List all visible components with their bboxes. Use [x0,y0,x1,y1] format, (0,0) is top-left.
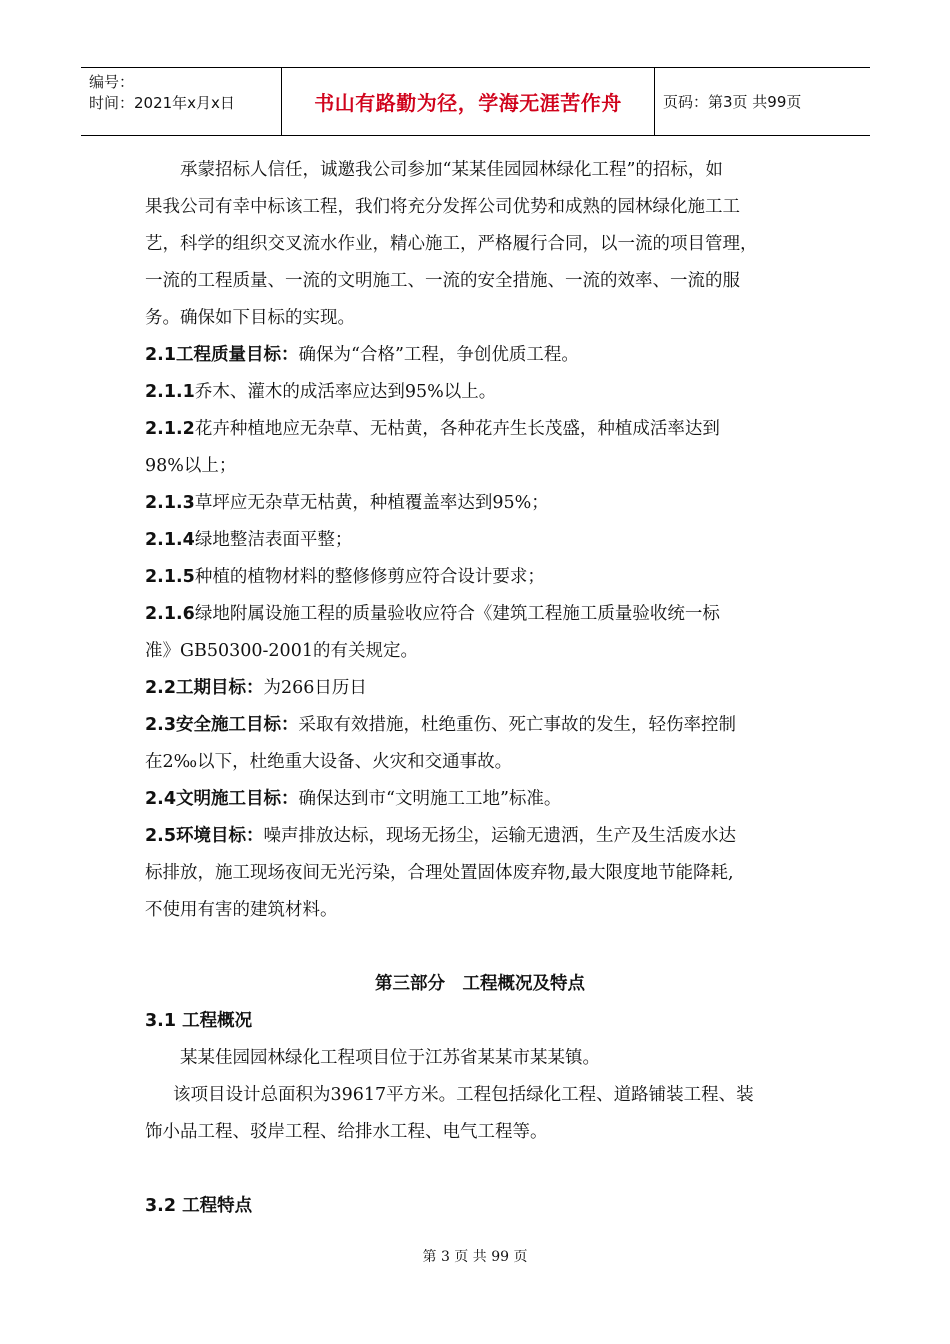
goal-text: 噪声排放达标，现场无扬尘，运输无遗洒，生产及生活废水达 [263,826,737,846]
page-footer: 第 3 页 共 99 页 [422,1249,528,1265]
section-3-1-para-2-cont: 饰小品工程、驳岸工程、给排水工程、电气工程等。 [145,1122,548,1142]
goal-label: 2.1.2 [145,419,195,439]
goal-label: 2.4文明施工目标： [145,789,299,809]
goal-text: 确保为“合格”工程，争创优质工程。 [298,345,579,365]
intro-line-4: 一流的工程质量、一流的文明施工、一流的安全措施、一流的效率、一流的服 [145,271,740,291]
intro-line-3: 艺，科学的组织交叉流水作业，精心施工，严格履行合同，以一流的项目管理， [145,234,758,254]
goal-2-1-4 [145,522,815,559]
goal-2-5 [145,818,815,855]
goal-2-1-5 [145,559,815,596]
goal-2-1-6-cont: 准》GB50300-2001的有关规定。 [145,641,418,661]
goal-2-1-2 [145,411,815,448]
section-3-2-title: 3.2 工程特点 [145,1196,253,1216]
goal-2-1-2-cont: 98%以上； [145,456,237,476]
goal-2-4 [145,781,815,818]
goal-label: 2.1.1 [145,382,195,402]
goal-2-1-1 [145,374,815,411]
goal-2-1-3 [145,485,815,522]
header-meta [81,68,282,135]
goal-label: 2.1.4 [145,530,195,550]
goal-2-3 [145,707,815,744]
goal-label: 2.1.3 [145,493,195,513]
goal-label: 2.2工期目标： [145,678,264,698]
goal-text: 乔木、灌木的成活率应达到95%以上。 [194,382,497,402]
part3-title: 第三部分 工程概况及特点 [375,974,585,994]
intro-line-5: 务。确保如下目标的实现。 [145,308,355,328]
goal-text: 花卉种植地应无杂草、无枯黄，各种花卉生长茂盛，种植成活率达到 [194,419,720,439]
goal-text: 种植的植物材料的整修修剪应符合设计要求； [194,567,545,587]
goal-2-5-cont: 标排放，施工现场夜间无光污染，合理处置固体废弃物,最大限度地节能降耗, [145,863,734,883]
spacer [145,929,815,966]
goal-2-5-cont2: 不使用有害的建筑材料。 [145,900,338,920]
number-label: 编号： [89,73,135,91]
document-body [145,152,815,1225]
goal-2-1 [145,337,815,374]
goal-text: 确保达到市“文明施工工地”标准。 [298,789,562,809]
goal-2-3-cont: 在2‰以下，杜绝重大设备、火灾和交通事故。 [145,752,513,772]
document-header [81,67,870,136]
section-3-1-para-2: 该项目设计总面积为39617平方米。工程包括绿化工程、道路铺装工程、装 [173,1085,754,1105]
goal-text: 为266日历日 [263,678,367,698]
goal-text: 绿地附属设施工程的质量验收应符合《建筑工程施工质量验收统一标 [194,604,720,624]
intro-line-2: 果我公司有幸中标该工程，我们将充分发挥公司优势和成熟的园林绿化施工工 [145,197,740,217]
section-3-1-title: 3.1 工程概况 [145,1011,253,1031]
goal-label: 2.5环境目标： [145,826,264,846]
time-label: 时间：2021年x月x日 [89,94,235,112]
goal-text: 草坪应无杂草无枯黄，种植覆盖率达到95%； [194,493,549,513]
goal-label: 2.1.6 [145,604,195,624]
spacer [145,1151,815,1188]
goal-label: 2.1工程质量目标： [145,345,299,365]
goal-text: 采取有效措施，杜绝重伤、死亡事故的发生，轻伤率控制 [298,715,737,735]
header-page-info: 页码：第3页 共99页 [663,93,802,111]
goal-2-1-6 [145,596,815,633]
section-3-1-para-1: 某某佳园园林绿化工程项目位于江苏省某某市某某镇。 [180,1048,600,1068]
intro-line-1: 承蒙招标人信任，诚邀我公司参加“某某佳园园林绿化工程”的招标，如 [180,160,723,180]
goal-label: 2.3安全施工目标： [145,715,299,735]
goal-label: 2.1.5 [145,567,195,587]
goal-2-2 [145,670,815,707]
goal-text: 绿地整洁表面平整； [194,530,353,550]
header-motto: 书山有路勤为径，学海无涯苦作舟 [282,68,655,135]
